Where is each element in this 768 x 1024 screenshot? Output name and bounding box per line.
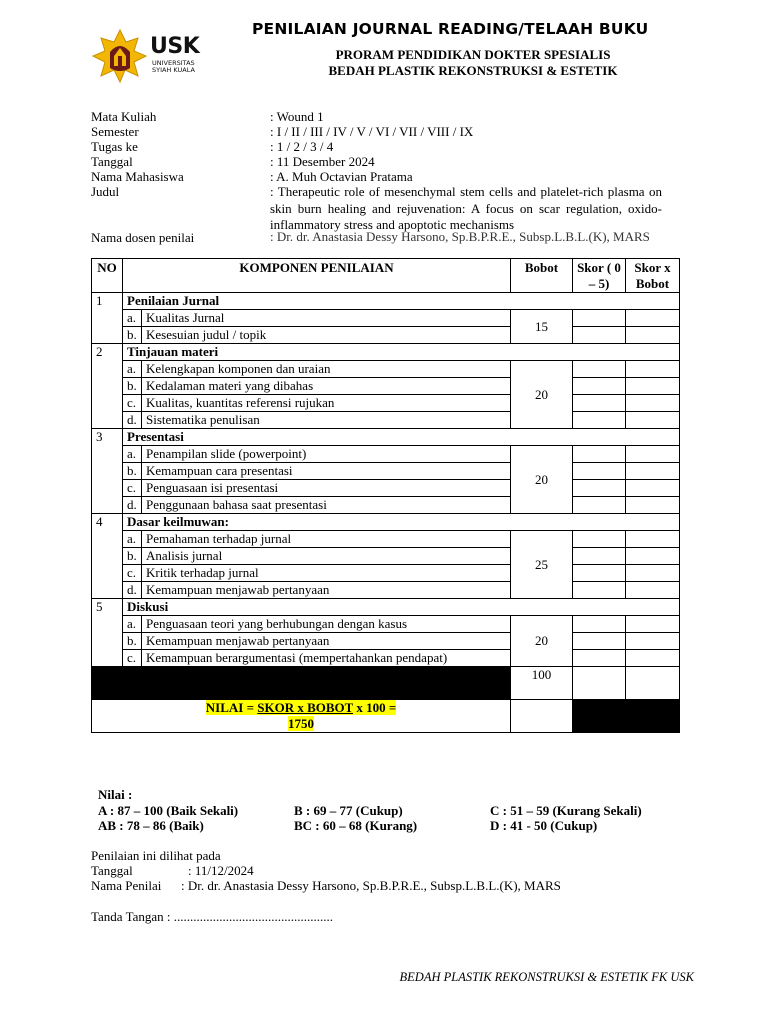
skor-cell[interactable]: [573, 616, 626, 633]
item-label: Kemampuan cara presentasi: [142, 463, 511, 480]
scale-d: D : 41 - 50 (Cukup): [490, 818, 598, 833]
scale-a: A : 87 – 100 (Baik Sekali): [98, 803, 239, 818]
item-letter: b.: [123, 548, 142, 565]
table-row: [92, 633, 680, 650]
scale-b: B : 69 – 77 (Cukup): [294, 803, 403, 818]
table-row: [92, 361, 680, 378]
item-label: Sistematika penulisan: [142, 412, 511, 429]
item-letter: c.: [123, 565, 142, 582]
table-row: [92, 582, 680, 599]
section-row: [92, 344, 680, 361]
assessment-table: [91, 258, 680, 733]
item-letter: b.: [123, 463, 142, 480]
signature-line: Tanda Tangan : .................................................: [91, 909, 334, 924]
item-letter: c.: [123, 395, 142, 412]
nilai-black-cell: [573, 700, 626, 733]
table-row: [92, 650, 680, 667]
table-row: [92, 463, 680, 480]
item-letter: a.: [123, 361, 142, 378]
skor-cell[interactable]: [573, 395, 626, 412]
table-row: [92, 565, 680, 582]
skor-x-bobot-cell[interactable]: [626, 446, 680, 463]
item-label: Pemahaman terhadap jurnal: [142, 531, 511, 548]
value-tanggal: : 11 Desember 2024: [270, 154, 375, 169]
document-title: PENILAIAN JOURNAL READING/TELAAH BUKU: [252, 20, 649, 38]
total-bobot: 100: [511, 667, 573, 700]
section-no: 2: [92, 344, 123, 429]
item-label: Kualitas, kuantitas referensi rujukan: [142, 395, 511, 412]
bobot-value: 20: [511, 446, 573, 514]
logo-subtext: [152, 60, 195, 74]
table-header-row: [92, 259, 680, 293]
skor-x-bobot-cell[interactable]: [626, 327, 680, 344]
table-row: [92, 412, 680, 429]
skor-x-bobot-cell[interactable]: [626, 548, 680, 565]
value-tugas: : 1 / 2 / 3 / 4: [270, 139, 334, 154]
skor-cell[interactable]: [573, 480, 626, 497]
logo-sub-line2: SYIAH KUALA: [152, 66, 195, 74]
table-row: [92, 378, 680, 395]
department-subtitle: BEDAH PLASTIK REKONSTRUKSI & ESTETIK: [328, 63, 618, 78]
skor-x-bobot-cell[interactable]: [626, 480, 680, 497]
item-label: Kemampuan berargumentasi (mempertahankan pendapat): [142, 650, 511, 667]
nilai-prefix: NILAI =: [205, 700, 258, 715]
total-black-cell: [92, 667, 511, 700]
bobot-value: 20: [511, 361, 573, 429]
skor-x-bobot-cell[interactable]: [626, 616, 680, 633]
footer-penilai-value: : Dr. dr. Anastasia Dessy Harsono, Sp.B.P.R.E., Subsp.L.B.L.(K), MARS: [181, 878, 561, 893]
header-bobot: Bobot: [511, 259, 573, 293]
table-row: [92, 446, 680, 463]
item-letter: d.: [123, 412, 142, 429]
skor-x-bobot-cell[interactable]: [626, 412, 680, 429]
skor-cell[interactable]: [573, 531, 626, 548]
skor-x-bobot-cell[interactable]: [626, 650, 680, 667]
header-skor: Skor ( 0 – 5): [573, 259, 626, 293]
nilai-black-cell: [626, 700, 680, 733]
skor-cell[interactable]: [573, 582, 626, 599]
footer-tanggal-value: : 11/12/2024: [188, 863, 254, 878]
section-title: Penilaian Jurnal: [123, 293, 680, 310]
section-row: [92, 429, 680, 446]
scale-ab: AB : 78 – 86 (Baik): [98, 818, 204, 833]
skor-x-bobot-cell[interactable]: [626, 633, 680, 650]
value-semester: : I / II / III / IV / V / VI / VII / VIII / IX: [270, 124, 474, 139]
skor-cell[interactable]: [573, 497, 626, 514]
label-judul: Judul: [91, 184, 120, 199]
skor-x-bobot-cell[interactable]: [626, 582, 680, 599]
skor-cell[interactable]: [573, 565, 626, 582]
scale-title: Nilai :: [98, 787, 133, 802]
usk-logo: [90, 26, 220, 86]
item-label: Penampilan slide (powerpoint): [142, 446, 511, 463]
skor-cell[interactable]: [573, 650, 626, 667]
item-letter: a.: [123, 446, 142, 463]
program-subtitle: PRORAM PENDIDIKAN DOKTER SPESIALIS: [335, 47, 611, 62]
section-title: Presentasi: [123, 429, 680, 446]
item-letter: a.: [123, 310, 142, 327]
value-nama-mahasiswa: : A. Muh Octavian Pratama: [270, 169, 413, 184]
skor-cell[interactable]: [573, 446, 626, 463]
header-skor-x-bobot: Skor x Bobot: [626, 259, 680, 293]
scale-c: C : 51 – 59 (Kurang Sekali): [490, 803, 642, 818]
item-letter: a.: [123, 531, 142, 548]
footer-tanggal-label: Tanggal: [91, 863, 133, 878]
skor-cell[interactable]: [573, 327, 626, 344]
section-no: 1: [92, 293, 123, 344]
section-no: 5: [92, 599, 123, 667]
item-label: Kualitas Jurnal: [142, 310, 511, 327]
nilai-formula: [92, 700, 511, 733]
item-letter: c.: [123, 480, 142, 497]
bobot-value: 25: [511, 531, 573, 599]
nilai-formula-text: SKOR x BOBOT: [257, 700, 354, 715]
table-row: [92, 548, 680, 565]
nilai-bobot-cell: [511, 700, 573, 733]
item-label: Kedalaman materi yang dibahas: [142, 378, 511, 395]
label-tanggal: Tanggal: [91, 154, 133, 169]
bobot-value: 15: [511, 310, 573, 344]
table-row: [92, 480, 680, 497]
section-no: 3: [92, 429, 123, 514]
item-label: Kritik terhadap jurnal: [142, 565, 511, 582]
section-title: Dasar keilmuwan:: [123, 514, 680, 531]
label-mata-kuliah: Mata Kuliah: [91, 109, 157, 124]
item-letter: b.: [123, 633, 142, 650]
value-judul: : Therapeutic role of mesenchymal stem cells and platelet-rich plasma on skin burn healing and rejuvenation: A focus on scar regulation, oxido-inflammatory stress and apoptotic mechanisms: [270, 184, 662, 232]
logo-sub-line1: UNIVERSITAS: [152, 59, 195, 67]
page-footer: BEDAH PLASTIK REKONSTRUKSI & ESTETIK FK USK: [399, 970, 694, 984]
scale-bc: BC : 60 – 68 (Kurang): [294, 818, 418, 833]
value-dosen: : Dr. dr. Anastasia Dessy Harsono, Sp.B.P.R.E., Subsp.L.B.L.(K), MARS: [270, 229, 650, 244]
total-row: [92, 667, 680, 700]
item-letter: c.: [123, 650, 142, 667]
section-row: [92, 514, 680, 531]
skor-cell[interactable]: [573, 548, 626, 565]
item-label: Penguasaan teori yang berhubungan dengan kasus: [142, 616, 511, 633]
skor-x-bobot-cell[interactable]: [626, 497, 680, 514]
skor-x-bobot-cell[interactable]: [626, 361, 680, 378]
skor-cell[interactable]: [573, 633, 626, 650]
item-letter: d.: [123, 582, 142, 599]
item-label: Kemampuan menjawab pertanyaan: [142, 633, 511, 650]
nilai-suffix: x 100 =: [353, 700, 397, 715]
table-row: [92, 395, 680, 412]
skor-cell[interactable]: [573, 463, 626, 480]
skor-cell[interactable]: [573, 361, 626, 378]
table-row: [92, 531, 680, 548]
skor-x-bobot-cell[interactable]: [626, 395, 680, 412]
item-label: Kemampuan menjawab pertanyaan: [142, 582, 511, 599]
skor-cell[interactable]: [573, 310, 626, 327]
item-label: Kelengkapan komponen dan uraian: [142, 361, 511, 378]
skor-x-bobot-cell[interactable]: [626, 565, 680, 582]
footer-penilai-label: Nama Penilai: [91, 878, 162, 893]
bobot-value: 20: [511, 616, 573, 667]
nilai-row: [92, 700, 680, 733]
skor-x-bobot-cell[interactable]: [626, 463, 680, 480]
assessment-note: Penilaian ini dilihat pada: [91, 848, 221, 863]
label-dosen: Nama dosen penilai: [91, 230, 195, 245]
skor-cell[interactable]: [573, 412, 626, 429]
logo-text: USK: [150, 34, 200, 59]
item-letter: b.: [123, 327, 142, 344]
skor-cell[interactable]: [573, 378, 626, 395]
skor-x-bobot-cell[interactable]: [626, 378, 680, 395]
table-row: [92, 497, 680, 514]
table-row: [92, 310, 680, 327]
table-row: [92, 616, 680, 633]
nilai-value: 1750: [288, 716, 314, 731]
skor-x-bobot-cell[interactable]: [626, 310, 680, 327]
label-tugas: Tugas ke: [91, 139, 138, 154]
item-label: Analisis jurnal: [142, 548, 511, 565]
skor-x-bobot-cell[interactable]: [626, 531, 680, 548]
value-mata-kuliah: : Wound 1: [270, 109, 324, 124]
section-no: 4: [92, 514, 123, 599]
section-row: [92, 293, 680, 310]
item-label: Penggunaan bahasa saat presentasi: [142, 497, 511, 514]
section-title: Tinjauan materi: [123, 344, 680, 361]
label-nama-mahasiswa: Nama Mahasiswa: [91, 169, 184, 184]
total-skor-cell[interactable]: [573, 667, 626, 700]
section-title: Diskusi: [123, 599, 680, 616]
item-label: Penguasaan isi presentasi: [142, 480, 511, 497]
section-row: [92, 599, 680, 616]
item-label: Kesesuian judul / topik: [142, 327, 511, 344]
item-letter: d.: [123, 497, 142, 514]
item-letter: b.: [123, 378, 142, 395]
header-komponen: KOMPONEN PENILAIAN: [123, 259, 511, 293]
header-no: NO: [92, 259, 123, 293]
label-semester: Semester: [91, 124, 139, 139]
table-row: [92, 327, 680, 344]
total-skor-x-bobot-cell[interactable]: [626, 667, 680, 700]
item-letter: a.: [123, 616, 142, 633]
